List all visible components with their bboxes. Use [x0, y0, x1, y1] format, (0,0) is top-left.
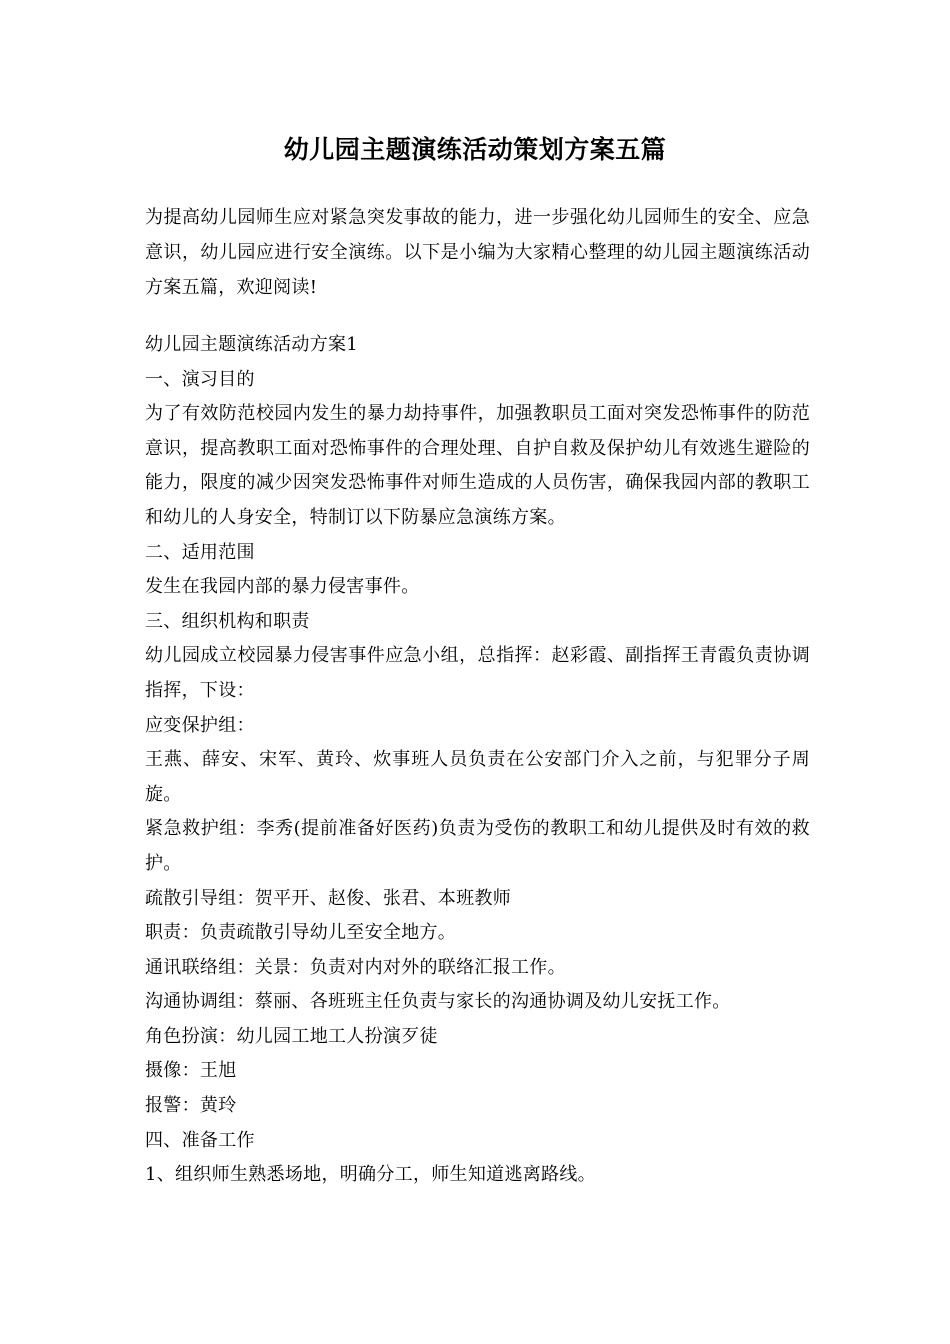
coordination-group: 沟通协调组：蔡丽、各班班主任负责与家长的沟通协调及幼儿安抚工作。 — [145, 991, 731, 1013]
communication-group: 通讯联络组：关景：负责对内对外的联络汇报工作。 — [145, 956, 566, 978]
heading-preparation: 四、准备工作 — [145, 1129, 255, 1151]
protection-group-label: 应变保护组： — [145, 714, 255, 736]
alarm-role: 报警：黄玲 — [145, 1095, 237, 1117]
evacuation-group: 疏散引导组：贺平开、赵俊、张君、本班教师 — [145, 887, 511, 909]
camera-role: 摄像：王旭 — [145, 1060, 237, 1082]
rescue-group: 紧急救护组：李秀(提前准备好医药)负责为受伤的教职工和幼儿提供及时有效的救护。 — [145, 818, 810, 874]
heading-organization: 三、组织机构和职责 — [145, 610, 310, 632]
document-body — [145, 328, 810, 1193]
protection-group-members: 王燕、薛安、宋军、黄玲、炊事班人员负责在公安部门介入之前，与犯罪分子周旋。 — [145, 749, 810, 805]
paragraph-purpose: 为了有效防范校园内发生的暴力劫持事件，加强教职员工面对突发恐怖事件的防范意识，提高教职工面对恐怖事件的合理处理、自护自救及保护幼儿有效逃生避险的能力，限度的减少因突发恐怖事件对师生造成的人员伤害，确保我园内部的教职工和幼儿的人身安全，特制订以下防暴应急演练方案。 — [145, 403, 810, 528]
heading-scope: 二、适用范围 — [145, 541, 255, 563]
evacuation-duty: 职责：负责疏散引导幼儿至安全地方。 — [145, 922, 457, 944]
section-heading: 幼儿园主题演练活动方案1 — [145, 334, 359, 355]
role-play: 角色扮演：幼儿园工地工人扮演歹徒 — [145, 1025, 438, 1047]
heading-purpose: 一、演习目的 — [145, 368, 255, 390]
preparation-item-1: 1、组织师生熟悉场地，明确分工，师生知道逃离路线。 — [145, 1164, 596, 1186]
document-title: 幼儿园主题演练活动策划方案五篇 — [283, 135, 667, 164]
paragraph-scope: 发生在我园内部的暴力侵害事件。 — [145, 576, 420, 598]
paragraph-organization: 幼儿园成立校园暴力侵害事件应急小组，总指挥：赵彩霞、副指挥王青霞负责协调指挥，下设： — [145, 645, 810, 701]
intro-paragraph: 为提高幼儿园师生应对紧急突发事故的能力，进一步强化幼儿园师生的安全、应急意识，幼儿园应进行安全演练。以下是小编为大家精心整理的幼儿园主题演练活动方案五篇，欢迎阅读! — [145, 207, 810, 298]
